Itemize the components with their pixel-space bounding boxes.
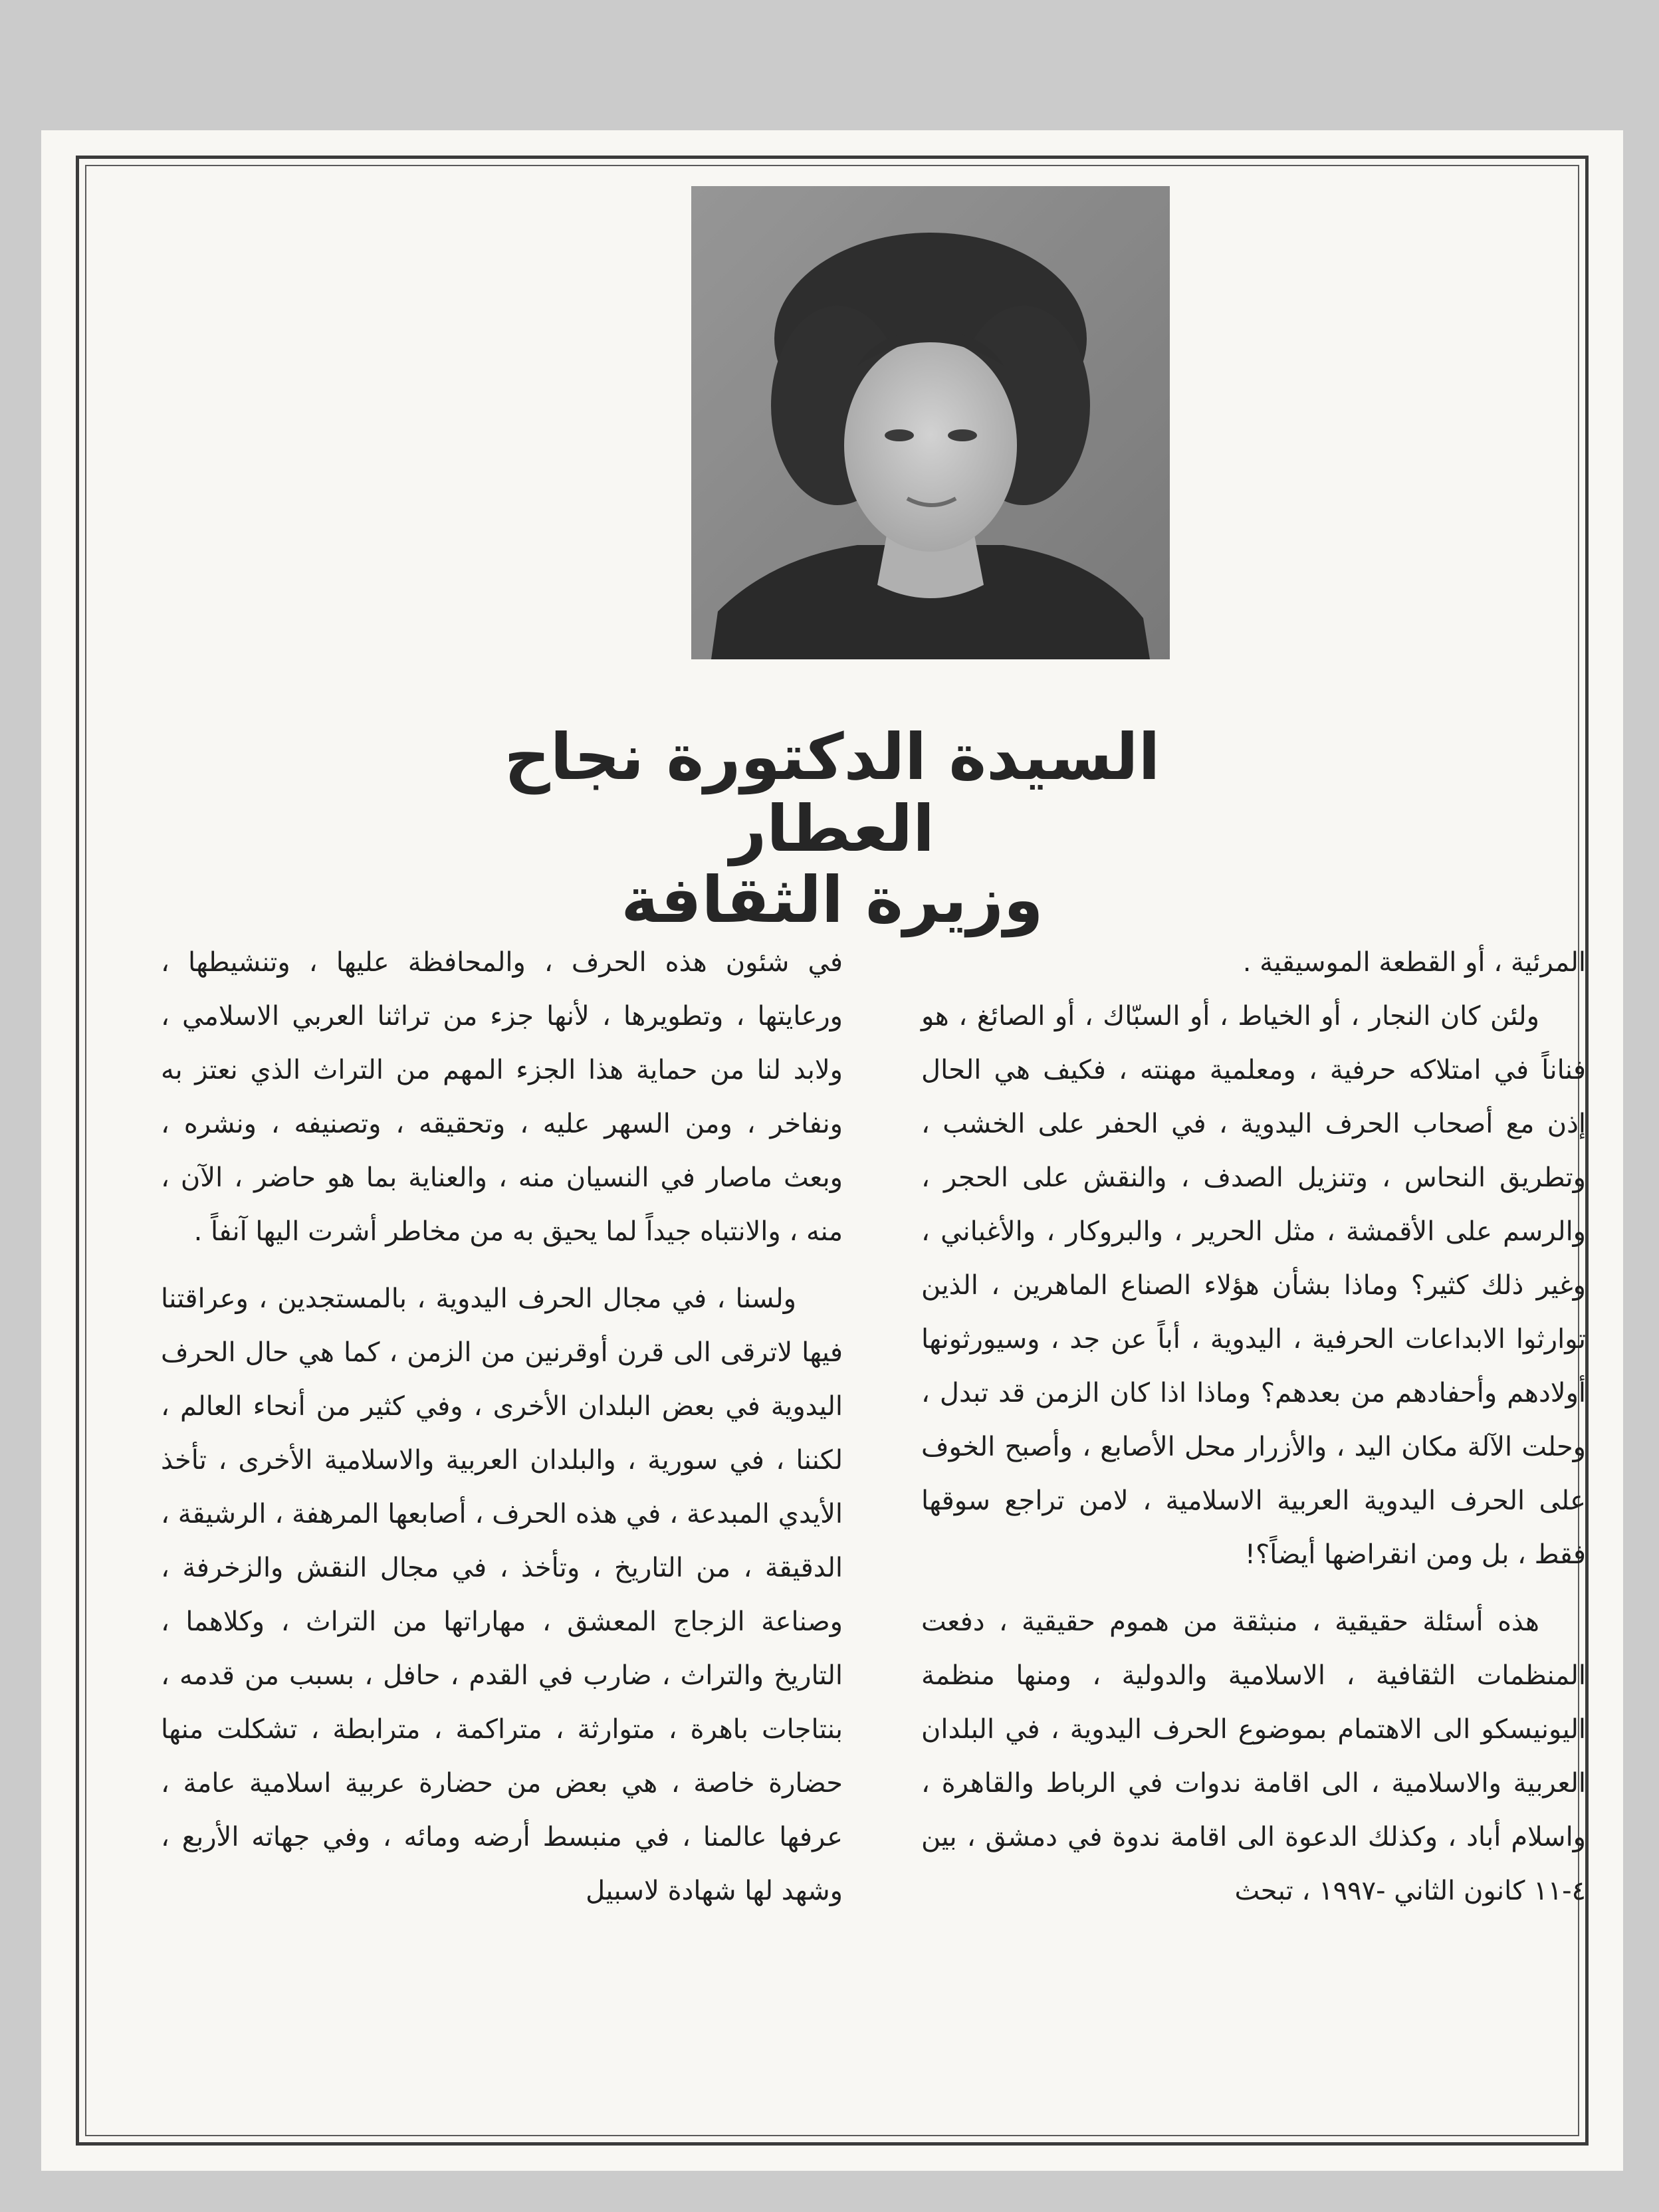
paragraph: المرئية ، أو القطعة الموسيقية . [1242, 947, 1586, 978]
headline-name: السيدة الدكتورة نجاح العطار [504, 720, 1161, 866]
headline-title: وزيرة الثقافة [621, 863, 1044, 938]
portrait-photo [691, 186, 1170, 659]
headline [440, 722, 1224, 937]
page-sheet [41, 130, 1623, 2171]
paragraph: في شئون هذه الحرف ، والمحافظة عليها ، وتنشيطها ، ورعايتها ، وتطويرها ، لأنها جزء من تراثنا العربي الاسلامي ، ولابد لنا من حماية هذا الجزء المهم من التراث الذي نعتز به ونفاخر ، ومن السهر عليه ، وتحقيقه ، وتصنيفه ، ونشره ، وبعث ماصار في النسيان منه ، والعناية بما هو حاضر ، الآن ، منه ، والانتباه جيداً لما يحيق به من مخاطر أشرت اليها آنفاً . [161, 947, 843, 1247]
text-column-left [161, 936, 843, 2079]
portrait-photo-icon [691, 186, 1170, 659]
paragraph: ولسنا ، في مجال الحرف اليدوية ، بالمستجدين ، وعراقتنا فيها لاترقى الى قرن أوقرنين من الزمن ، كما هي حال الحرف اليدوية في بعض البلدان الأخرى ، وفي كثير من أنحاء العالم ، لكننا ، في سورية ، والبلدان العربية والاسلامية الأخرى ، تأخذ الأيدي المبدعة ، في هذه الحرف ، أصابعها المرهفة ، الرشيقة ، الدقيقة ، من التاريخ ، وتأخذ ، في مجال النقش والزخرفة ، وصناعة الزجاج المعشق ، مهاراتها من التراث ، وكلاهما ، التاريخ والتراث ، ضارب في القدم ، حافل ، بسبب من قدمه ، بنتاجات باهرة ، متوارثة ، متراكمة ، مترابطة ، تشكلت منها حضارة خاصة ، هي بعض من حضارة عربية اسلامية عامة ، عرفها عالمنا ، في منبسط أرضه ومائه ، وفي جهاته الأربع ، وشهد لها شهادة لاسبيل [161, 1283, 843, 1906]
paragraph: ولئن كان النجار ، أو الخياط ، أو السبّاك ، أو الصائغ ، هو فناناً في امتلاكه حرفية ، ومعلمية مهنته ، فكيف هي الحال إذن مع أصحاب الحرف اليدوية ، في الحفر على الخشب ، وتطريق النحاس ، وتنزيل الصدف ، والنقش على الحجر ، والرسم على الأقمشة ، مثل الحرير ، والبروكار ، والأغباني ، وغير ذلك كثير؟ وماذا بشأن هؤلاء الصناع الماهرين ، الذين توارثوا الابداعات الحرفية ، اليدوية ، أباً عن جد ، وسيورثونها أولادهم وأحفادهم من بعدهم؟ وماذا اذا كان الزمن قد تبدل ، وحلت الآلة مكان اليد ، والأزرار محل الأصابع ، وأصبح الخوف على الحرف اليدوية العربية الاسلامية ، لامن تراجع سوقها فقط ، بل ومن انقراضها أيضاً؟! [921, 1001, 1586, 1570]
text-column-right [921, 936, 1586, 2079]
paragraph: هذه أسئلة حقيقية ، منبثقة من هموم حقيقية ، دفعت المنظمات الثقافية ، الاسلامية والدولية ، ومنها منظمة اليونيسكو الى الاهتمام بموضوع الحرف اليدوية ، في البلدان العربية والاسلامية ، الى اقامة ندوات في الرباط والقاهرة ، واسلام أباد ، وكذلك الدعوة الى اقامة ندوة في دمشق ، بين ٤-١١ كانون الثاني -١٩٩٧ ، تبحث [921, 1606, 1586, 1906]
